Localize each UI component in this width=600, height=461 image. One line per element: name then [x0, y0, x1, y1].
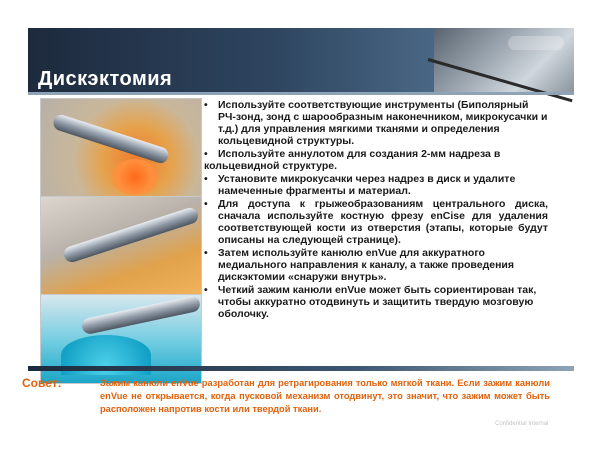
bullet-list	[204, 99, 548, 321]
header-divider	[28, 92, 574, 95]
xray-image	[434, 28, 574, 92]
bullet-item	[204, 284, 548, 320]
slide-header	[28, 28, 574, 92]
probe-illustration	[428, 58, 573, 102]
bullet-text: Затем используйте канюлю enVue для аккуратного медиального направления к каналу, а также проведения дискэктомии «снаружи внутрь».	[218, 247, 514, 283]
advice-text: Зажим канюли enVue разработан для ретрагирования только мягкой ткани. Если зажим канюли enVue не открывается, когда пусковой механизм отодвинут, это значит, что зажим может быть расположен напротив кости или твердой ткани.	[100, 378, 550, 414]
company-logo	[508, 36, 564, 50]
bullet-item	[204, 99, 548, 147]
bullet-item	[204, 198, 548, 246]
bullet-text: Четкий зажим канюли enVue может быть сориентирован так, чтобы аккуратно отодвинуть и защитить твердую мозговую оболочку.	[218, 284, 537, 320]
bullet-item	[204, 148, 548, 160]
bullet-marker: •	[204, 173, 208, 185]
surgical-image-2	[40, 196, 202, 296]
bullet-text: Установите микрокусачки через надрез в диск и удалите намеченные фрагменты и материал.	[218, 173, 516, 197]
instrument-illustration	[81, 295, 202, 336]
tissue-highlight	[111, 159, 159, 195]
bullet-text: кольцевидной структуре.	[204, 160, 338, 172]
instrument-illustration	[62, 206, 200, 264]
bullet-text: Для доступа к грыжеобразованиям центрального диска, сначала используйте костную фрезу enCise для удаления соответствующей кости из отверстия (этапы, которые будут описаны на следующей странице).	[218, 198, 548, 246]
bullet-text: Используйте соответствующие инструменты (Биполярный РЧ-зонд, зонд с шарообразным наконечником, микрокусачки и т.д.) для управления мягкими тканями и определения кольцевидной структуры.	[218, 99, 548, 147]
bullet-marker: •	[204, 284, 208, 296]
bullet-marker: •	[204, 247, 208, 259]
footer-note: Confidential Internal	[495, 421, 549, 427]
instrument-illustration	[51, 113, 170, 165]
footer-divider	[28, 366, 574, 371]
slide-title: Дискэктомия	[38, 68, 173, 90]
bullet-marker: •	[204, 198, 208, 210]
surgical-image-1	[40, 98, 202, 212]
bullet-text: Используйте аннулотом для создания 2-мм надреза в	[218, 148, 501, 160]
bullet-continuation	[204, 160, 548, 172]
bullet-marker: •	[204, 148, 208, 160]
bullet-item	[204, 173, 548, 197]
bullet-marker: •	[204, 99, 208, 111]
advice-label: Совет:	[22, 376, 62, 390]
bullet-item	[204, 247, 548, 283]
